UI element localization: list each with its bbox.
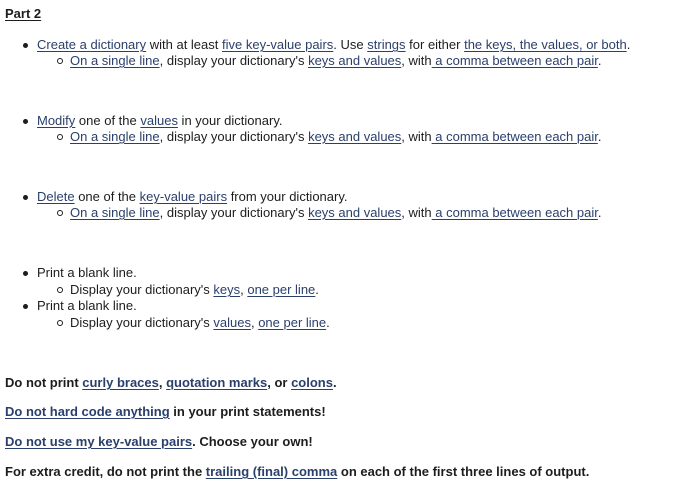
link-values[interactable]: values	[140, 113, 178, 128]
link-keys[interactable]: keys	[213, 282, 241, 297]
text: in your dictionary.	[177, 113, 283, 128]
note-do-not-use-pairs	[5, 434, 313, 449]
text: .	[326, 315, 330, 330]
text: ,	[250, 315, 259, 330]
text: Print a blank line.	[37, 298, 137, 313]
text: For extra credit, do not print the	[5, 464, 206, 479]
text: .	[597, 205, 602, 220]
text: .	[597, 129, 602, 144]
text: one of the	[74, 189, 140, 204]
subbullet-display-values	[70, 315, 330, 330]
link-comma-between-pair[interactable]: a comma between each pair	[431, 205, 598, 220]
text: Display your dictionary's	[70, 282, 214, 297]
link-keys-and-values[interactable]: keys and values	[308, 205, 402, 220]
bullet-modify-value	[37, 113, 282, 128]
link-comma-between-pair[interactable]: a comma between each pair	[431, 53, 598, 68]
link-delete[interactable]: Delete	[37, 189, 75, 204]
text: . Use	[333, 37, 368, 52]
text: in your print statements!	[169, 404, 326, 419]
note-do-not-hard-code	[5, 404, 326, 419]
text: ,	[240, 282, 248, 297]
page-heading: Part 2	[5, 6, 42, 21]
note-do-not-print	[5, 375, 337, 390]
text: , display your dictionary's	[159, 129, 309, 144]
link-one-per-line[interactable]: one per line	[247, 282, 316, 297]
link-values[interactable]: values	[213, 315, 251, 330]
link-strings[interactable]: strings	[367, 37, 406, 52]
bullet-delete-pair	[37, 189, 348, 204]
text: one of the	[75, 113, 141, 128]
text: , with	[401, 53, 432, 68]
link-single-line[interactable]: On a single line	[70, 53, 160, 68]
bullet-print-blank-line-1	[37, 265, 137, 280]
text: .	[332, 375, 337, 390]
link-quotation-marks[interactable]: quotation marks	[166, 375, 268, 390]
text: on each of the first three lines of output.	[337, 464, 590, 479]
text: . Choose your own!	[192, 434, 313, 449]
text: , display your dictionary's	[159, 53, 309, 68]
link-comma-between-pair[interactable]: a comma between each pair	[431, 129, 598, 144]
link-modify[interactable]: Modify	[37, 113, 76, 128]
link-key-value-pairs[interactable]: key-value pairs	[139, 189, 228, 204]
text: for either	[405, 37, 465, 52]
link-single-line[interactable]: On a single line	[70, 129, 160, 144]
text: from your dictionary.	[227, 189, 348, 204]
link-keys-and-values[interactable]: keys and values	[308, 129, 402, 144]
subbullet-display-line-2	[70, 129, 601, 144]
text: with at least	[146, 37, 222, 52]
link-do-not-use-pairs[interactable]: Do not use my key-value pairs	[5, 434, 193, 449]
link-trailing-comma[interactable]: trailing (final) comma	[205, 464, 338, 479]
text: .	[626, 37, 631, 52]
link-colons[interactable]: colons	[291, 375, 333, 390]
link-single-line[interactable]: On a single line	[70, 205, 160, 220]
link-one-per-line[interactable]: one per line	[258, 315, 327, 330]
note-extra-credit	[5, 464, 589, 479]
link-keys-and-values[interactable]: keys and values	[308, 53, 402, 68]
text: Do not print	[5, 375, 83, 390]
text: , with	[401, 205, 432, 220]
subbullet-display-line-3	[70, 205, 601, 220]
text: ,	[158, 375, 167, 390]
text: Print a blank line.	[37, 265, 137, 280]
subbullet-display-keys	[70, 282, 319, 297]
text: .	[597, 53, 602, 68]
bullet-create-dictionary	[37, 37, 630, 52]
text: , display your dictionary's	[159, 205, 309, 220]
bullet-print-blank-line-2	[37, 298, 137, 313]
link-create-dictionary[interactable]: Create a dictionary	[37, 37, 147, 52]
link-keys-values-both[interactable]: the keys, the values, or both	[464, 37, 627, 52]
text: , or	[267, 375, 292, 390]
text: , with	[401, 129, 432, 144]
link-do-not-hard-code[interactable]: Do not hard code anything	[5, 404, 170, 419]
link-curly-braces[interactable]: curly braces	[82, 375, 159, 390]
subbullet-display-line-1	[70, 53, 601, 68]
link-five-key-value-pairs[interactable]: five key-value pairs	[222, 37, 334, 52]
text: .	[315, 282, 319, 297]
text: Display your dictionary's	[70, 315, 214, 330]
